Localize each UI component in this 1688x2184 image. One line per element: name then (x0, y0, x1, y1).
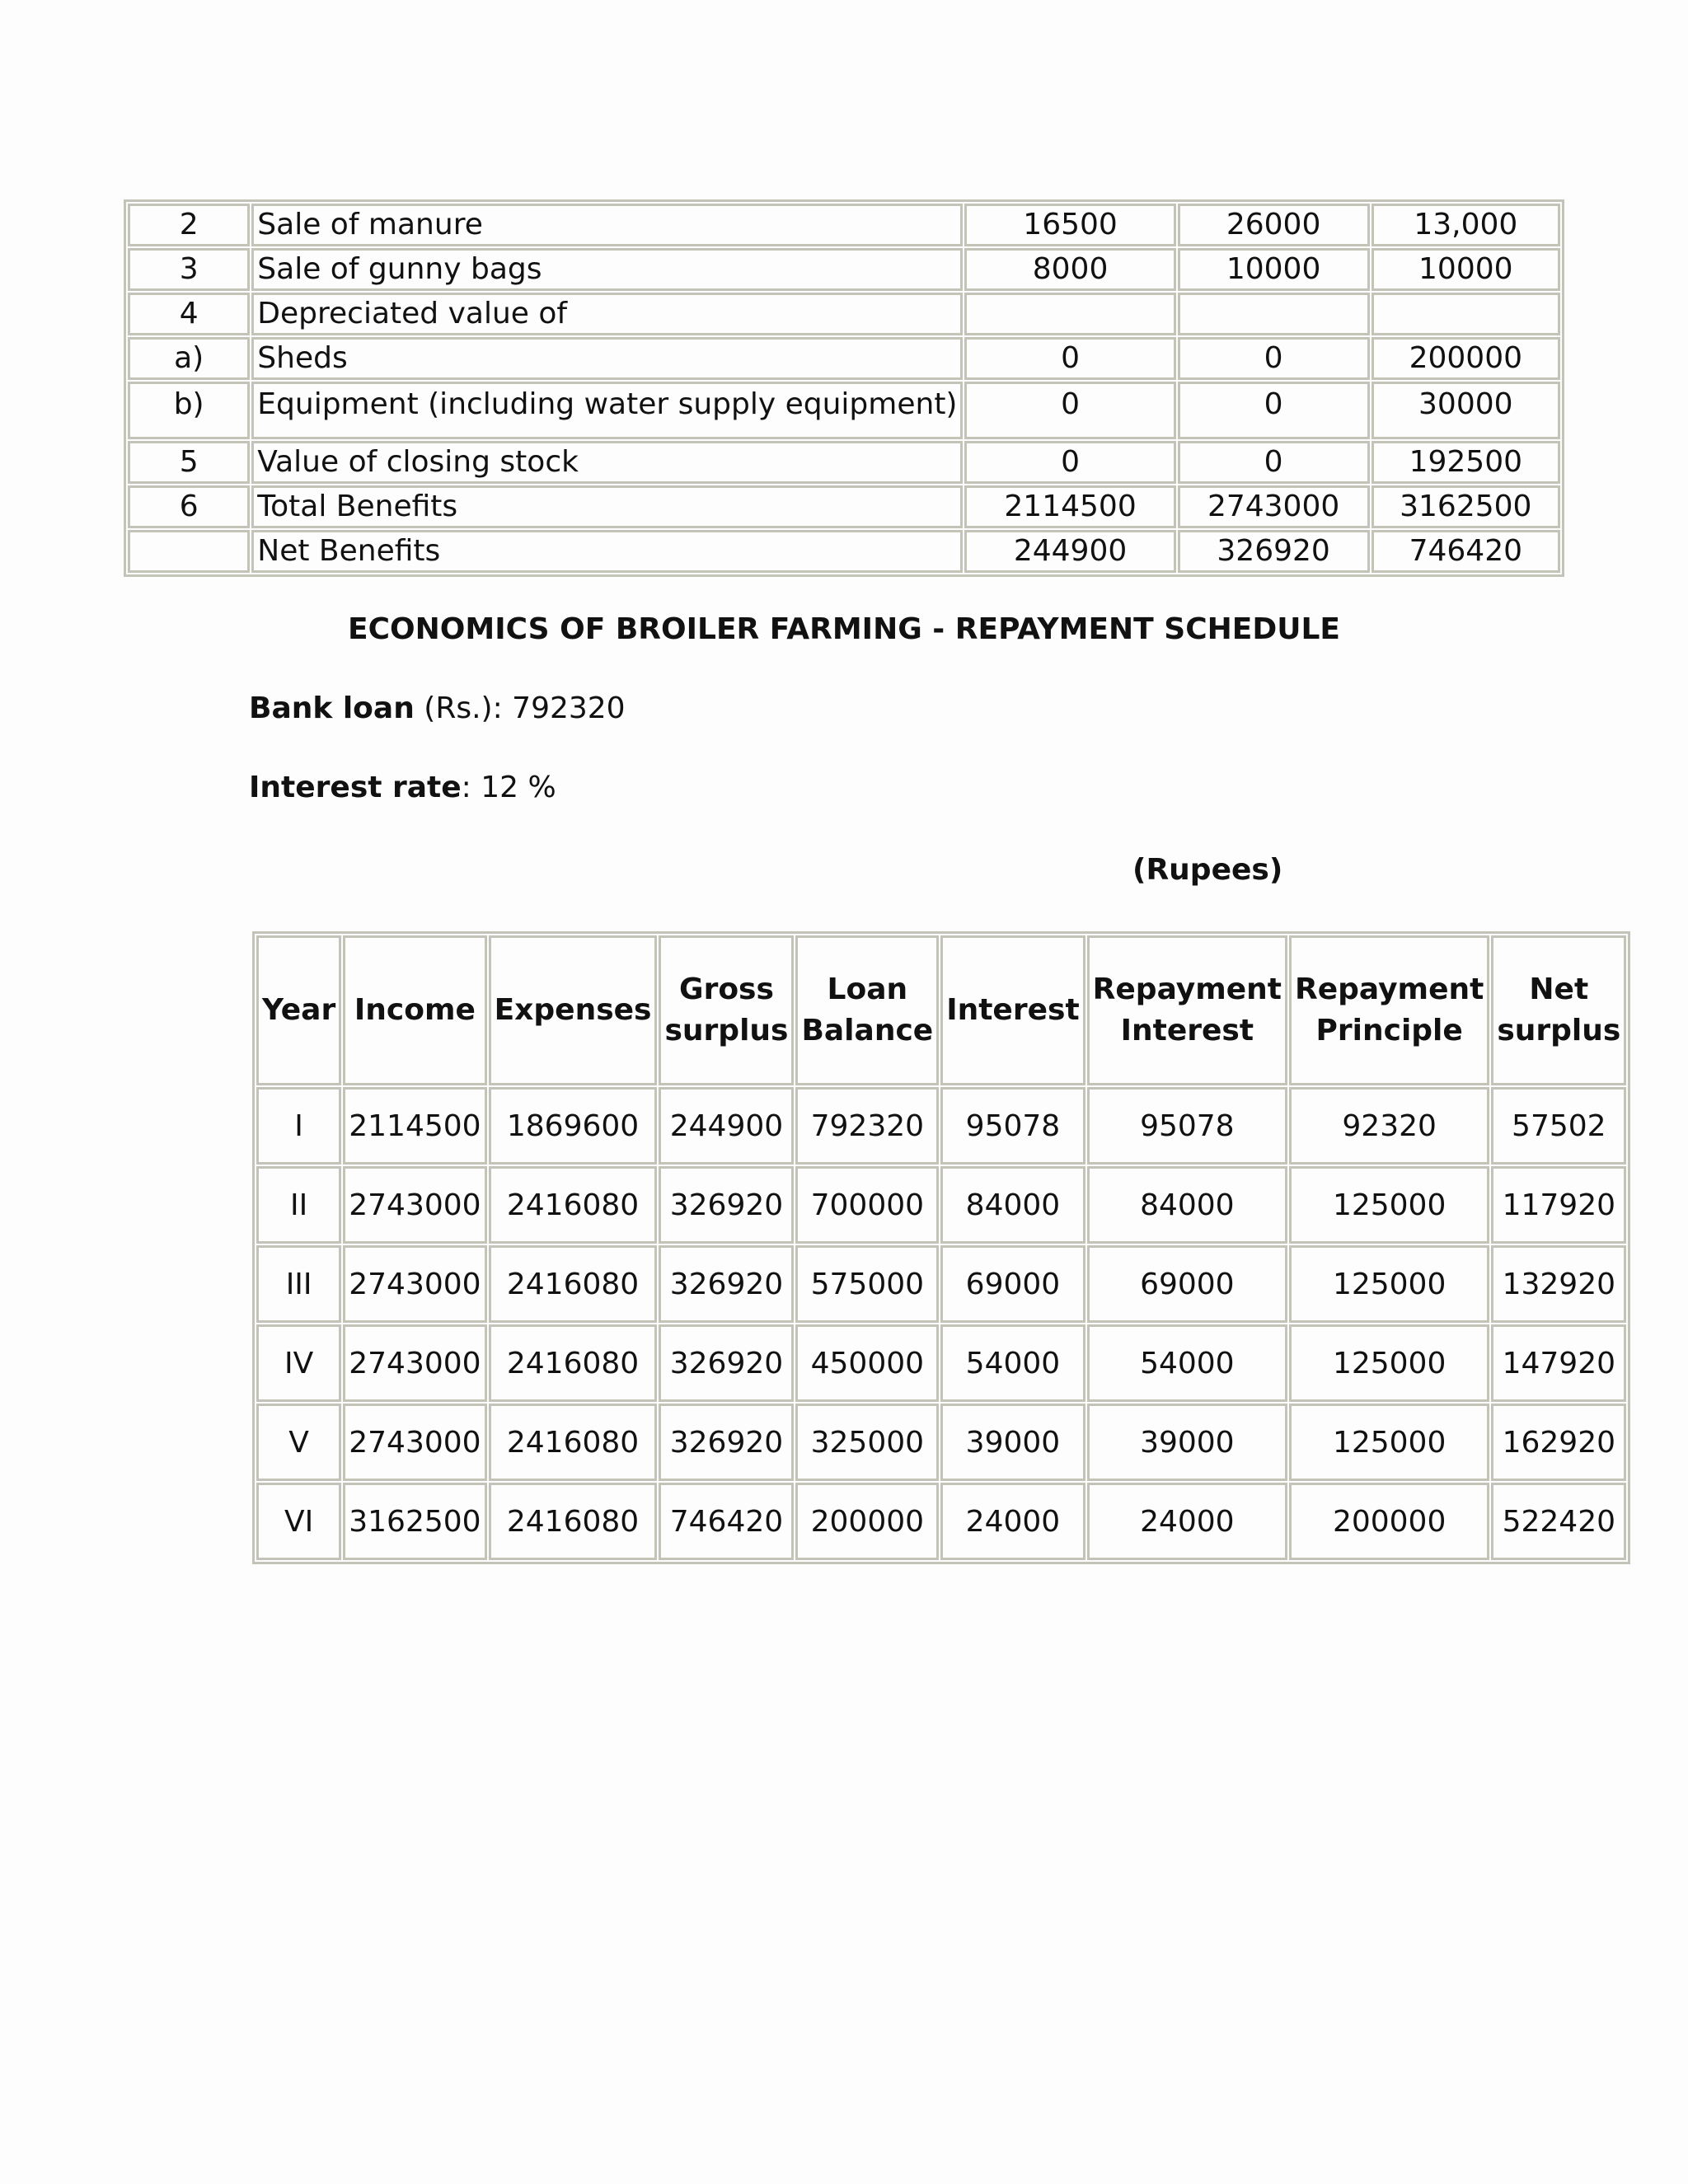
schedule-cell-gross-surplus: 326920 (659, 1324, 794, 1402)
schedule-cell-income: 2743000 (343, 1166, 486, 1244)
schedule-cell-gross-surplus: 244900 (659, 1087, 794, 1165)
bank-loan-value: (Rs.): 792320 (414, 691, 626, 725)
benefits-row (128, 441, 1560, 484)
benefits-cell-v2: 0 (1178, 337, 1370, 380)
benefits-cell-v2: 0 (1178, 382, 1370, 439)
schedule-cell-net-surplus: 57502 (1491, 1087, 1626, 1165)
bank-loan-line (249, 691, 626, 727)
schedule-cell-year: V (256, 1404, 341, 1481)
interest-rate-value: : 12 % (461, 771, 556, 804)
schedule-cell-loan-balance: 575000 (795, 1245, 939, 1323)
schedule-cell-expenses: 1869600 (489, 1087, 658, 1165)
schedule-cell-net-surplus: 117920 (1491, 1166, 1626, 1244)
schedule-cell-loan-balance: 700000 (795, 1166, 939, 1244)
benefits-cell-desc: Equipment (including water supply equipment) (251, 382, 963, 439)
interest-rate-label: Interest rate (249, 771, 462, 804)
benefits-row (128, 248, 1560, 291)
benefits-cell-v2: 2743000 (1178, 485, 1370, 528)
column-header-repayment-interest: Repayment Interest (1087, 935, 1287, 1085)
schedule-cell-repayment-principle: 92320 (1289, 1087, 1489, 1165)
schedule-cell-repayment-principle: 125000 (1289, 1404, 1489, 1481)
schedule-cell-interest: 69000 (940, 1245, 1085, 1323)
benefits-cell-no: 4 (128, 293, 250, 335)
schedule-cell-interest: 24000 (940, 1483, 1085, 1560)
repayment-schedule-table (252, 931, 1630, 1564)
benefits-row (128, 382, 1560, 439)
schedule-row (256, 1087, 1626, 1165)
benefits-cell-v3: 10000 (1372, 248, 1560, 291)
benefits-cell-v2: 326920 (1178, 530, 1370, 573)
schedule-cell-year: IV (256, 1324, 341, 1402)
benefits-row (128, 204, 1560, 246)
benefits-cell-v3: 30000 (1372, 382, 1560, 439)
bank-loan-label: Bank loan (249, 691, 415, 725)
schedule-cell-repayment-interest: 39000 (1087, 1404, 1287, 1481)
schedule-cell-year: III (256, 1245, 341, 1323)
schedule-cell-gross-surplus: 326920 (659, 1166, 794, 1244)
benefits-row (128, 530, 1560, 573)
schedule-cell-expenses: 2416080 (489, 1404, 658, 1481)
schedule-cell-net-surplus: 522420 (1491, 1483, 1626, 1560)
schedule-row (256, 1404, 1626, 1481)
benefits-cell-v1: 2114500 (964, 485, 1175, 528)
benefits-cell-v1: 0 (964, 382, 1175, 439)
schedule-cell-repayment-interest: 84000 (1087, 1166, 1287, 1244)
schedule-cell-income: 2114500 (343, 1087, 486, 1165)
benefits-cell-v3: 746420 (1372, 530, 1560, 573)
schedule-cell-expenses: 2416080 (489, 1483, 658, 1560)
schedule-cell-loan-balance: 200000 (795, 1483, 939, 1560)
benefits-cell-desc: Depreciated value of (251, 293, 963, 335)
column-header-gross-surplus: Gross surplus (659, 935, 794, 1085)
schedule-cell-year: I (256, 1087, 341, 1165)
schedule-cell-gross-surplus: 746420 (659, 1483, 794, 1560)
schedule-cell-loan-balance: 325000 (795, 1404, 939, 1481)
benefits-row (128, 485, 1560, 528)
benefits-cell-no: b) (128, 382, 250, 439)
schedule-cell-interest: 95078 (940, 1087, 1085, 1165)
column-header-repayment-principle: Repayment Principle (1289, 935, 1489, 1085)
benefits-table-body (128, 204, 1560, 573)
benefits-cell-v3: 200000 (1372, 337, 1560, 380)
schedule-cell-repayment-principle: 125000 (1289, 1324, 1489, 1402)
benefits-cell-desc: Value of closing stock (251, 441, 963, 484)
benefits-table (124, 199, 1564, 577)
benefits-cell-v3: 192500 (1372, 441, 1560, 484)
schedule-cell-expenses: 2416080 (489, 1324, 658, 1402)
schedule-header-row (256, 935, 1626, 1085)
benefits-cell-desc: Net Benefits (251, 530, 963, 573)
benefits-cell-v2 (1178, 293, 1370, 335)
benefits-cell-no: a) (128, 337, 250, 380)
schedule-cell-repayment-principle: 125000 (1289, 1245, 1489, 1323)
column-header-expenses: Expenses (489, 935, 658, 1085)
schedule-cell-repayment-principle: 200000 (1289, 1483, 1489, 1560)
schedule-title: ECONOMICS OF BROILER FARMING - REPAYMENT SCHEDULE (348, 612, 1340, 646)
schedule-cell-income: 2743000 (343, 1404, 486, 1481)
benefits-cell-v2: 10000 (1178, 248, 1370, 291)
benefits-row (128, 293, 1560, 335)
schedule-row (256, 1324, 1626, 1402)
benefits-cell-no: 2 (128, 204, 250, 246)
schedule-cell-net-surplus: 162920 (1491, 1404, 1626, 1481)
schedule-cell-year: II (256, 1166, 341, 1244)
benefits-cell-v1: 16500 (964, 204, 1175, 246)
benefits-cell-desc: Sale of manure (251, 204, 963, 246)
schedule-cell-repayment-interest: 24000 (1087, 1483, 1287, 1560)
column-header-loan-balance: Loan Balance (795, 935, 939, 1085)
schedule-table-body (256, 1087, 1626, 1560)
column-header-interest: Interest (940, 935, 1085, 1085)
schedule-row (256, 1166, 1626, 1244)
schedule-cell-interest: 54000 (940, 1324, 1085, 1402)
benefits-cell-v1: 0 (964, 441, 1175, 484)
benefits-cell-v1: 0 (964, 337, 1175, 380)
benefits-cell-desc: Sale of gunny bags (251, 248, 963, 291)
schedule-cell-net-surplus: 147920 (1491, 1324, 1626, 1402)
schedule-cell-net-surplus: 132920 (1491, 1245, 1626, 1323)
column-header-income: Income (343, 935, 486, 1085)
benefits-cell-no (128, 530, 250, 573)
schedule-cell-repayment-interest: 54000 (1087, 1324, 1287, 1402)
benefits-cell-no: 3 (128, 248, 250, 291)
schedule-cell-gross-surplus: 326920 (659, 1245, 794, 1323)
schedule-cell-expenses: 2416080 (489, 1166, 658, 1244)
schedule-cell-gross-surplus: 326920 (659, 1404, 794, 1481)
schedule-cell-interest: 39000 (940, 1404, 1085, 1481)
benefits-cell-v3: 3162500 (1372, 485, 1560, 528)
schedule-cell-loan-balance: 450000 (795, 1324, 939, 1402)
benefits-cell-v3: 13,000 (1372, 204, 1560, 246)
benefits-row (128, 337, 1560, 380)
column-header-year: Year (256, 935, 341, 1085)
benefits-cell-no: 6 (128, 485, 250, 528)
schedule-cell-repayment-principle: 125000 (1289, 1166, 1489, 1244)
benefits-cell-desc: Sheds (251, 337, 963, 380)
benefits-cell-v1 (964, 293, 1175, 335)
schedule-cell-expenses: 2416080 (489, 1245, 658, 1323)
schedule-row (256, 1483, 1626, 1560)
currency-unit-label: (Rupees) (1132, 853, 1283, 887)
column-header-net-surplus: Net surplus (1491, 935, 1626, 1085)
schedule-cell-repayment-interest: 69000 (1087, 1245, 1287, 1323)
benefits-cell-v2: 26000 (1178, 204, 1370, 246)
benefits-cell-v1: 8000 (964, 248, 1175, 291)
benefits-cell-v3 (1372, 293, 1560, 335)
schedule-header (256, 935, 1626, 1085)
schedule-cell-income: 2743000 (343, 1245, 486, 1323)
benefits-cell-desc: Total Benefits (251, 485, 963, 528)
schedule-cell-income: 2743000 (343, 1324, 486, 1402)
benefits-cell-v2: 0 (1178, 441, 1370, 484)
benefits-cell-no: 5 (128, 441, 250, 484)
interest-rate-line (249, 770, 556, 806)
schedule-cell-interest: 84000 (940, 1166, 1085, 1244)
schedule-cell-income: 3162500 (343, 1483, 486, 1560)
schedule-cell-loan-balance: 792320 (795, 1087, 939, 1165)
schedule-cell-repayment-interest: 95078 (1087, 1087, 1287, 1165)
schedule-cell-year: VI (256, 1483, 341, 1560)
benefits-cell-v1: 244900 (964, 530, 1175, 573)
schedule-row (256, 1245, 1626, 1323)
